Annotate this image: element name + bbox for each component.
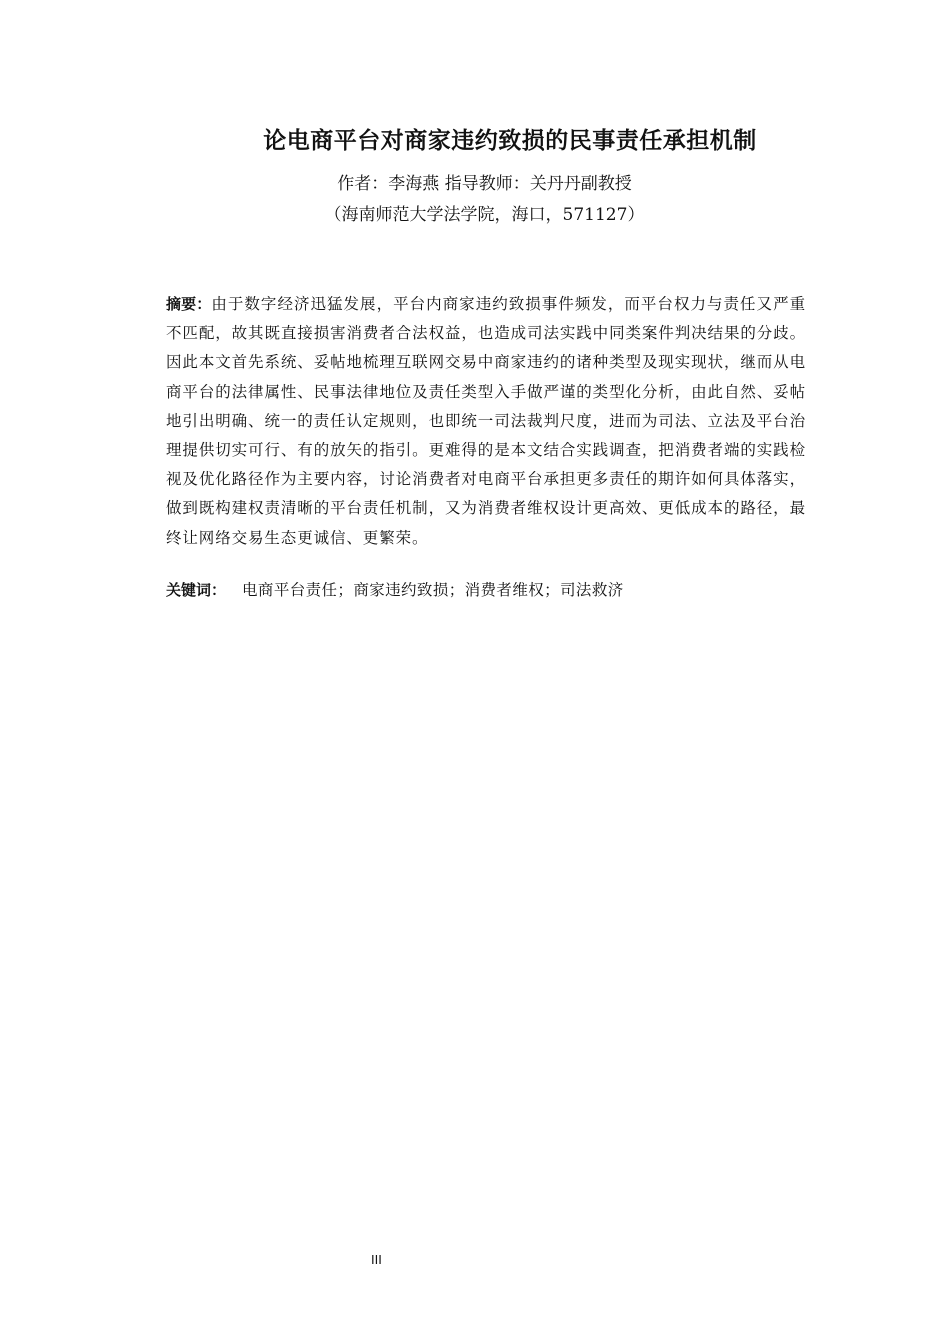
keywords-section	[166, 576, 806, 605]
keywords-label: 关键词：	[166, 581, 227, 599]
abstract-section	[166, 290, 806, 553]
keywords-text: 电商平台责任；商家违约致损；消费者维权；司法救济	[242, 581, 624, 599]
author-line: 作者：李海燕 指导教师：关丹丹副教授	[337, 174, 632, 194]
page-number: III	[371, 1252, 382, 1267]
affiliation-line: （海南师范大学法学院，海口，571127）	[324, 205, 645, 225]
abstract-label: 摘要：	[166, 295, 212, 313]
paper-title: 论电商平台对商家违约致损的民事责任承担机制	[263, 128, 757, 154]
abstract-text: 由于数字经济迅猛发展，平台内商家违约致损事件频发，而平台权力与责任又严重不匹配，故其既直接损害消费者合法权益，也造成司法实践中同类案件判决结果的分歧。因此本文首先系统、妥帖地梳理互联网交易中商家违约的诸种类型及现实现状，继而从电商平台的法律属性、民事法律地位及责任类型入手做严谨的类型化分析，由此自然、妥帖地引出明确、统一的责任认定规则，也即统一司法裁判尺度，进而为司法、立法及平台治理提供切实可行、有的放矢的指引。更难得的是本文结合实践调查，把消费者端的实践检视及优化路径作为主要内容，讨论消费者对电商平台承担更多责任的期许如何具体落实，做到既构建权责清晰的平台责任机制，又为消费者维权设计更高效、更低成本的路径，最终让网络交易生态更诚信、更繁荣。	[166, 295, 806, 547]
